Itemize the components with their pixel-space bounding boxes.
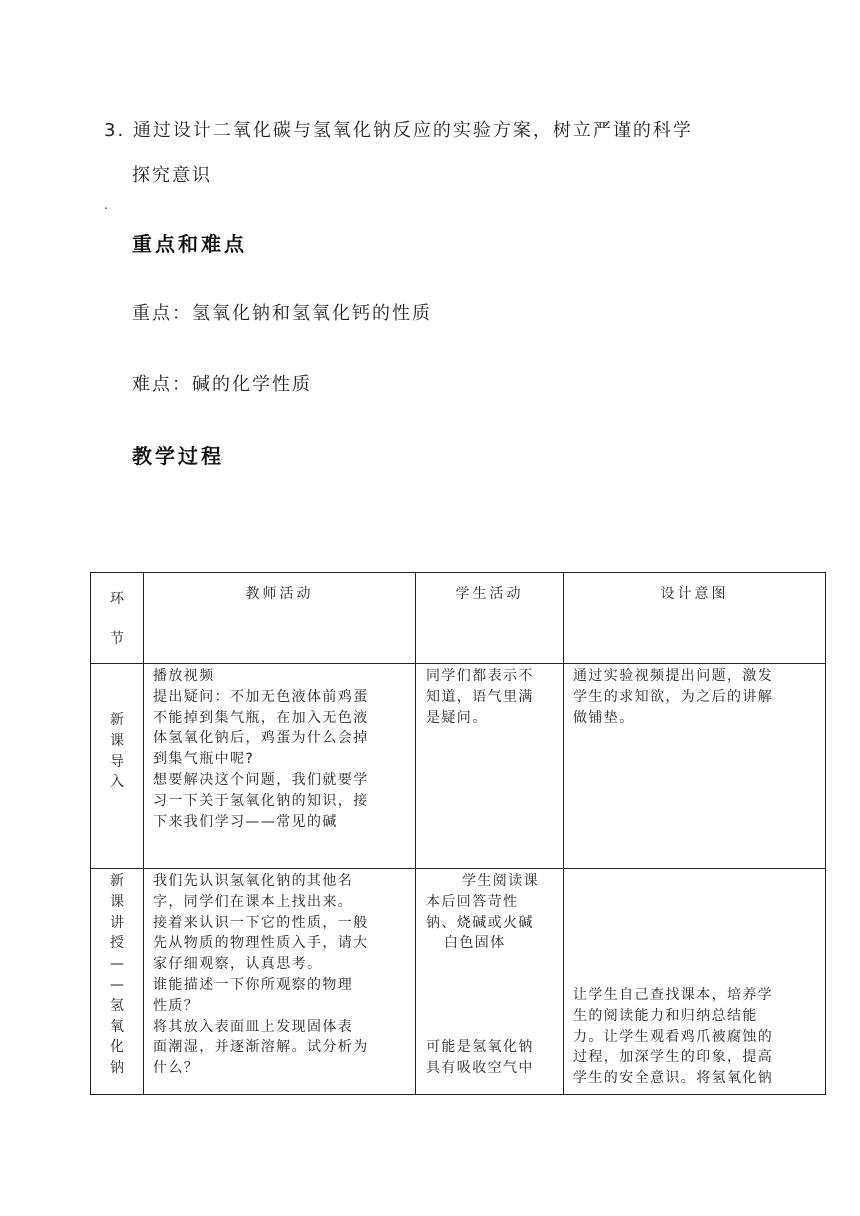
text-line: 具有吸收空气中 (426, 1059, 534, 1076)
stray-dot: . (104, 198, 108, 212)
table-row (91, 664, 826, 869)
stage-char: 化 (110, 1039, 124, 1056)
text-line: 过程，加深学生的印象，提高 (573, 1049, 774, 1066)
text-line: 谁能描述一下你所观察的物理 (153, 976, 354, 993)
text-line: 钠、烧碱或火碱 (426, 914, 534, 931)
text-line: 先从物质的物理性质入手，请大 (153, 935, 369, 952)
student-activity-cell (416, 664, 564, 869)
text-line: 知道，语气里满 (426, 688, 534, 705)
header-design-intent: 设计意图 (564, 573, 826, 664)
teacher-activity-cell (144, 664, 416, 869)
stage-char: 导 (110, 753, 124, 770)
stage-char: 氧 (110, 1018, 124, 1035)
text-line: 面潮湿，并逐渐溶解。试分析为 (153, 1039, 369, 1056)
stage-char: 氢 (110, 997, 124, 1014)
design-intent-cell (564, 869, 826, 1095)
text-line: 播放视频 (153, 668, 215, 684)
stage-char: 入 (110, 774, 124, 791)
text-line: 提出疑问：不加无色液体前鸡蛋 (153, 688, 369, 705)
stage-char: 新 (110, 712, 124, 728)
text-line: 力。让学生观看鸡爪被腐蚀的 (573, 1028, 774, 1045)
header-stage-char-2: 节 (110, 631, 124, 647)
text-line: 做铺垫。 (573, 709, 635, 726)
stage-char: — (110, 956, 124, 973)
teacher-activity-cell (144, 869, 416, 1095)
student-activity-cell (416, 869, 564, 1095)
text-line: 体氢氧化钠后，鸡蛋为什么会掉 (153, 730, 369, 747)
stage-char: 讲 (110, 914, 124, 931)
objective-3-line2: 探究意识 (132, 165, 212, 186)
stage-char: — (110, 976, 124, 993)
text-line: 学生的安全意识。将氢氧化钠 (573, 1070, 774, 1087)
difficult-point-text: 难点：碱的化学性质 (132, 374, 312, 395)
text-line: 我们先认识氢氧化钠的其他名 (153, 873, 354, 889)
text-line: 生的阅读能力和归纳总结能 (573, 1007, 758, 1024)
header-teacher-activity: 教师活动 (144, 573, 416, 664)
text-line: 习一下关于氢氧化钠的知识，接 (153, 792, 369, 809)
stage-cell (91, 664, 144, 869)
text-line: 性质？ (153, 997, 200, 1014)
design-intent-cell (564, 664, 826, 869)
stage-char: 授 (110, 935, 124, 952)
text-line: 将其放入表面皿上发现固体表 (153, 1018, 354, 1035)
stage-char: 新 (110, 873, 124, 889)
text-line: 同学们都表示不 (426, 668, 534, 684)
table-row (91, 869, 826, 1095)
spacer (426, 954, 557, 1037)
stage-char: 课 (110, 893, 124, 910)
text-line: 学生阅读课 (462, 873, 539, 889)
text-line: 想要解决这个问题，我们就要学 (153, 771, 369, 788)
text-line: 通过实验视频提出问题，激发 (573, 668, 774, 684)
text-line: 不能掉到集气瓶，在加入无色液 (153, 709, 369, 726)
text-line: 下来我们学习——常见的碱 (153, 813, 338, 830)
header-student-activity: 学生活动 (416, 573, 564, 664)
text-line: 字，同学们在课本上找出来。 (153, 893, 354, 910)
text-line: 本后回答苛性 (426, 893, 519, 910)
table-header-row (91, 573, 826, 664)
text-line: 家仔细观察，认真思考。 (153, 956, 323, 973)
text-line: 什么？ (153, 1060, 200, 1077)
lesson-plan-table (90, 572, 826, 1095)
key-point-text: 重点：氢氧化钠和氢氧化钙的性质 (132, 303, 432, 324)
text-line: 可能是氢氧化钠 (426, 1039, 534, 1056)
key-points-heading: 重点和难点 (132, 232, 247, 256)
stage-char: 钠 (110, 1060, 124, 1077)
teaching-process-heading: 教学过程 (132, 444, 224, 468)
text-line: 接着来认识一下它的性质，一般 (153, 914, 369, 931)
header-stage-char-1: 环 (110, 591, 124, 607)
text-line: 到集气瓶中呢? (153, 751, 255, 768)
stage-cell (91, 869, 144, 1095)
text-line: 是疑问。 (426, 709, 488, 726)
objective-3-line1: 3. 通过设计二氧化碳与氢氧化钠反应的实验方案，树立严谨的科学 (104, 120, 693, 141)
text-line: 白色固体 (444, 935, 506, 952)
header-stage (91, 573, 144, 664)
text-line: 让学生自己查找课本，培养学 (573, 987, 774, 1003)
stage-char: 课 (110, 732, 124, 749)
spacer (573, 871, 819, 985)
text-line: 学生的求知欲，为之后的讲解 (573, 688, 774, 705)
